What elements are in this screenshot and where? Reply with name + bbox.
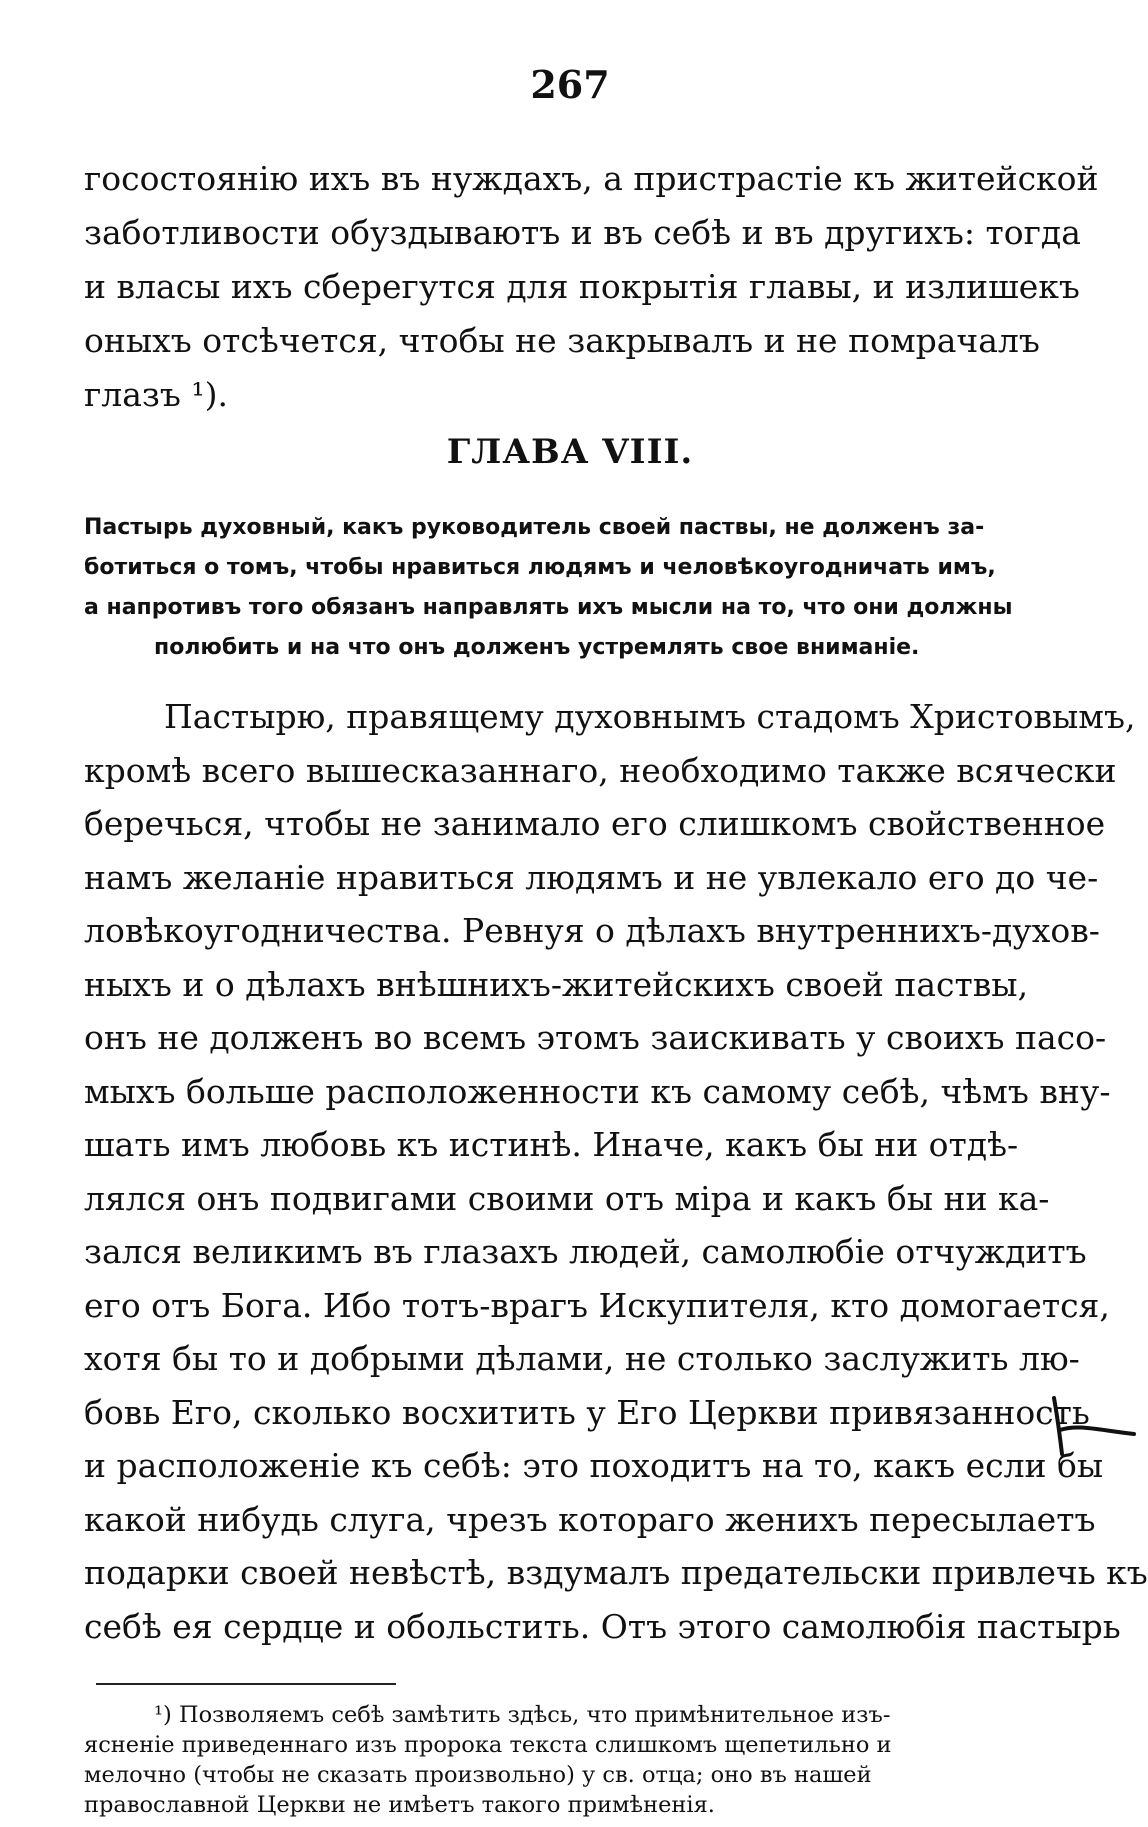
summary-line: а напротивъ того обязанъ направлять ихъ мысли на то, что они должны [84, 595, 1013, 620]
footnote-line: ¹) Позволяемъ себѣ замѣтить здѣсь, что примѣнительное изъ- [154, 1702, 891, 1728]
page-number: 267 [530, 62, 610, 107]
footnote-line: мелочно (чтобы не сказать произвольно) у св. отца; оно въ нашей [84, 1762, 872, 1788]
chapter-title: ГЛАВА VIII. [446, 432, 694, 472]
top-paragraph [84, 152, 1099, 422]
footnote [84, 1700, 1032, 1820]
text-line: какой нибудь слуга, чрезъ котораго женихъ пересылаетъ [84, 1499, 1096, 1539]
text-line: беречься, чтобы не занимало его слишкомъ свойственное [84, 804, 1106, 843]
text-line: хотя бы то и добрыми дѣлами, не столько заслужить лю- [84, 1339, 1080, 1378]
footnote-divider [96, 1683, 396, 1685]
text-line: зался великимъ въ глазахъ людей, самолюбіе отчуждитъ [84, 1232, 1087, 1271]
text-line: его отъ Бога. Ибо тотъ-врагъ Искупителя, кто домогается, [84, 1285, 1110, 1325]
text-line: бовь Его, сколько восхитить у Его Церкви привязанность [84, 1392, 1090, 1432]
chapter-summary [84, 508, 1032, 668]
main-paragraph [84, 690, 1148, 1653]
text-line: намъ желаніе нравиться людямъ и не увлекало его до че- [84, 857, 1099, 897]
text-line: глазъ ¹). [84, 375, 229, 414]
handwritten-margin-mark [1048, 1390, 1138, 1460]
text-line: заботливости обуздываютъ и въ себѣ и въ другихъ: тогда [84, 213, 1081, 252]
text-line: подарки своей невѣстѣ, вздумалъ предательски привлечь къ [84, 1553, 1148, 1592]
text-line: себѣ ея сердце и обольстить. Отъ этого самолюбія пастырь [84, 1606, 1121, 1646]
footnote-line: православной Церкви не имѣетъ такого примѣненія. [84, 1792, 715, 1818]
text-line: ловѣкоугодничества. Ревнуя о дѣлахъ внутреннихъ-духов- [84, 911, 1100, 950]
text-line: мыхъ больше расположенности къ самому себѣ, чѣмъ вну- [84, 1071, 1111, 1111]
text-line: и власы ихъ сберегутся для покрытія главы, и излишекъ [84, 267, 1080, 306]
text-line: и расположеніе къ себѣ: это походитъ на то, какъ если бы [84, 1446, 1104, 1485]
summary-line: полюбить и на что онъ долженъ устремлять свое вниманіе. [154, 635, 920, 660]
footnote-line: ясненіе приведеннаго изъ пророка текста слишкомъ щепетильно и [84, 1732, 892, 1758]
text-line: онъ не долженъ во всемъ этомъ заискивать у своихъ пасо- [84, 1018, 1107, 1057]
text-line: кромѣ всего вышесказаннаго, необходимо также всячески [84, 750, 1117, 790]
text-line: лялся онъ подвигами своими отъ міра и какъ бы ни ка- [84, 1178, 1050, 1218]
text-line: Пастырю, правящему духовнымъ стадомъ Христовымъ, [164, 697, 1136, 736]
text-line: шать имъ любовь къ истинѣ. Иначе, какъ бы ни отдѣ- [84, 1125, 1019, 1164]
text-line: госостоянію ихъ въ нуждахъ, а пристрастіе къ житейской [84, 159, 1099, 198]
text-line: ныхъ и о дѣлахъ внѣшнихъ-житейскихъ своей паствы, [84, 964, 1029, 1004]
text-line: оныхъ отсѣчется, чтобы не закрывалъ и не помрачалъ [84, 321, 1040, 360]
summary-line: ботиться о томъ, чтобы нравиться людямъ и человѣкоугодничать имъ, [84, 555, 996, 580]
summary-line: Пастырь духовный, какъ руководитель своей паствы, не долженъ за- [84, 515, 985, 540]
